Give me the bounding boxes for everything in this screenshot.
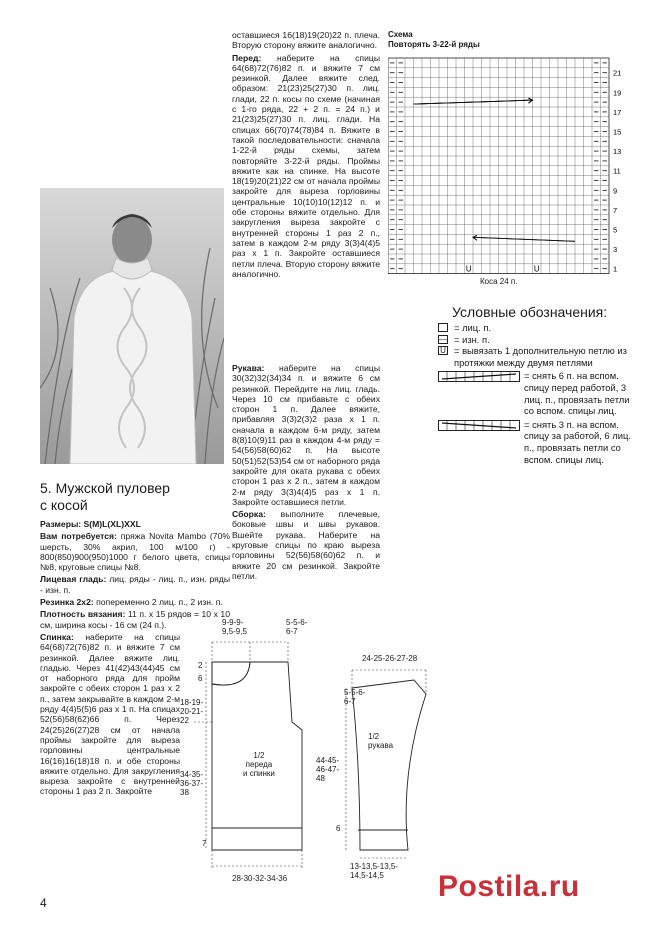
- chart-row-number: 1: [613, 264, 618, 274]
- pattern-title: [40, 480, 230, 514]
- chart-caption: Коса 24 п.: [480, 277, 518, 286]
- sleeves-label: Рукава:: [232, 363, 280, 373]
- chart-row-number: 19: [613, 88, 622, 98]
- gauge-label: Плотность вязания:: [40, 609, 128, 620]
- sizes-value: S(M)L(XL)XXL: [83, 519, 141, 529]
- sleeve-schematic: [316, 654, 440, 884]
- stockinette-label: Лицевая гладь:: [40, 574, 110, 585]
- materials-paragraph: [40, 531, 230, 572]
- sizes-label: Размеры:: [40, 519, 84, 529]
- make-one-icon: U: [438, 346, 448, 355]
- bottom-width-label: 28-30-32-34-36: [232, 874, 288, 883]
- chart-title: Схема: [388, 30, 413, 39]
- sleeve-top-label: 24-25-26-27-28: [362, 654, 418, 663]
- make-one-mark: U: [533, 264, 540, 274]
- knit-stitch-icon: [438, 323, 448, 332]
- chart-subtitle: Повторять 3-22-й ряды: [388, 40, 480, 49]
- stockinette-paragraph: [40, 574, 230, 595]
- chart-row-number: 21: [613, 68, 622, 78]
- make-one-mark: U: [465, 264, 472, 274]
- front-paragraph: [232, 53, 380, 280]
- legend-purl: — = изн. п.: [439, 333, 490, 345]
- chart-grid: [388, 50, 638, 300]
- legend-knit: = лиц. п.: [438, 322, 638, 334]
- sleeve-cap-label: 5-5-6- 6-7: [344, 688, 366, 706]
- watermark-logo: Postila.ru: [438, 870, 580, 903]
- instructions-column-2: [232, 30, 380, 281]
- front-value: наберите на спицы 64(68)72(76)82 п. и вяжите 7 см резинкой. Далее вяжите след. образом: 21(23)25(27)30 п. лиц. глади, 22 п. косы по схеме (начиная с 1-го ряда, 22 + 2 п. = 24 п.) и 21(23)25(27)30 п. лиц. глади. На спицах 66(70)74(78)84 п. Вяжите в такой последовательности: сначала 1-22-й ряды схемы, затем повторяйте 3-22-й ряды. Проймы вяжите как на спинке. На высоте 18(19)20(21)22 см от начала проймы закройте для выреза горловины центральные 10(10)10(12)12 п. и обе стороны вяжите отдельно. Для закругления выреза закройте с внутренней стороны 1 раз 2 п., затем в каждом 2-м ряду 3(3)4(4)5 раз x 1 п. Закройте оставшиеся петли плеча. Вторую сторону вяжите аналогично.: [232, 52, 380, 279]
- chart-row-number: 11: [613, 166, 621, 176]
- stockinette-value: лиц. ряды - лиц. п., изн. ряды - изн. п.: [40, 574, 230, 595]
- chart-row-number: 9: [613, 186, 618, 196]
- purl-stitch-icon: —: [439, 334, 447, 344]
- legend-cable-front: = снять 6 п. на вспом. спицу перед работой, 3 лиц. п., провязать петли со вспом. спицы лиц.: [438, 370, 638, 416]
- legend: [438, 322, 638, 465]
- title-line-1: 5. Мужской пуловер: [40, 480, 170, 496]
- assembly-label: Сборка:: [232, 509, 281, 520]
- back-value: наберите на спицы 64(68)72(76)82 п. и вяжите 7 см резинкой. Далее вяжите лиц. гладью. Через 41(42)43(44)45 см от наборного ряда для пройм закройте с обеих сторон 1 раз x 2 п., затем закрывайте в каждом 2-м ряду 4(4)5(5)6 раз x 1 п. На спицах 52(56)58(62)66 п. Через 24(25)26(27)28 см от начала проймы закройте для выреза горловины центральные 16(16)16(18)18 п. и обе стороны вяжите отдельно. Для закругления выреза закройте с внутренней стороны 1 раз 2 п. Закройте: [40, 631, 181, 797]
- assembly-value: выполните плечевые, боковые швы и швы рукавов. Вшейте рукава. Наберите на круговые спицы по краю выреза горловины 52(56)58(60)62 п. и вяжите 20 см резинкой. Закройте петли.: [232, 509, 380, 581]
- legend-title: Условные обозначения:: [452, 304, 608, 320]
- materials-value: пряжа Novita Mambo (70% шерсть, 30% акрил, 100 м/100 г) - 800(850)900(950)1000 г белого цвета, спицы №8, круговые спицы №8.: [40, 531, 230, 573]
- side-label: 34-35- 36-37- 38: [180, 770, 204, 797]
- back-label: Спинка:: [40, 631, 86, 642]
- sleeves-value: наберите на спицы 30(32)32(34)34 п. и вяжите 6 см резинкой. Перейдите на лиц. гладь. Через 10 см прибавьте с обеих сторон 1 п. Далее вяжите, прибавляя 3(3)2(3)2 раза x 1 п. сначала в каждом 6-м ряду, затем 8(8)10(9)11 раз в каждом 4-м ряду = 54(56)58(60)62 п. На высоте 50(51)52(53)54 см от наборного ряда закройте для оката рукава с обеих сторон 1 раз x 2 п., затем в каждом 2-м ряду 3(3)4(4)5 раз x 1 п. Закройте оставшиеся петли.: [232, 363, 380, 507]
- photo-man-sweater-icon: [40, 188, 224, 464]
- chart-row-number: 17: [613, 107, 622, 117]
- assembly-paragraph: [232, 509, 380, 581]
- shoulder-label-2: 6-7: [286, 627, 298, 636]
- chart-row-number: 5: [613, 225, 618, 235]
- rib-height-label: 7: [202, 839, 207, 848]
- sleeve-rib-label: 6: [336, 824, 341, 833]
- title-line-2: с косой: [40, 497, 88, 513]
- body-outline: [176, 618, 336, 888]
- instructions-column-3: [232, 363, 380, 583]
- rib-label: Резинка 2x2:: [40, 597, 97, 608]
- top-width-label: 9-9-9-: [222, 618, 244, 627]
- sizes-paragraph: [40, 519, 230, 529]
- gauge-value: 11 п. x 15 рядов = 10 x 10 см, ширина косы - 16 см (24 п.).: [40, 609, 230, 630]
- back-paragraph: [40, 632, 180, 797]
- chart-row-number: 13: [613, 147, 622, 157]
- cable-front-icon: [438, 371, 520, 382]
- front-label: Перед:: [232, 52, 277, 63]
- sleeve-bottom-label: 13-13,5-13,5- 14,5-14,5: [350, 862, 399, 880]
- knitting-chart: [388, 30, 638, 292]
- sleeve-outline: [330, 654, 440, 884]
- chart-row-number: 7: [613, 205, 618, 215]
- rib-value: попеременно 2 лиц. п., 2 изн. п.: [96, 597, 223, 608]
- sleeve-length-label: 44-45- 46-47- 48: [316, 756, 340, 783]
- top-width-label-2: 9,5-9,5: [222, 627, 247, 636]
- legend-cable-back: = снять 3 п. на вспом. спицу за работой, 6 лиц. п., провязать петли со вспом. спицы лиц.: [438, 419, 638, 465]
- chart-row-number: 3: [613, 245, 618, 255]
- neck-depth-6: 6: [198, 674, 203, 683]
- neck-depth-2: 2: [198, 661, 203, 670]
- legend-make-one: U = вывязать 1 дополнительную петлю из протяжки между двумя петлями: [438, 345, 638, 368]
- cable-back-icon: [438, 420, 520, 431]
- chart-row-number: 15: [613, 127, 622, 137]
- model-photo: [40, 188, 224, 464]
- body-label: 1/2 переда и спинки: [243, 751, 275, 778]
- sleeve-label: 1/2 рукава: [368, 732, 394, 750]
- body-schematic: [176, 618, 336, 888]
- sleeves-paragraph: [232, 363, 380, 507]
- armhole-label: 18-19- 20-21- 22: [180, 698, 204, 725]
- rib-paragraph: [40, 597, 230, 607]
- materials-label: Вам потребуется:: [40, 531, 121, 542]
- back-continued: оставшиеся 16(18)19(20)22 п. плеча. Вторую сторону вяжите аналогично.: [232, 30, 380, 51]
- shoulder-label: 5-5-6-: [286, 618, 308, 627]
- page-number: 4: [40, 896, 47, 910]
